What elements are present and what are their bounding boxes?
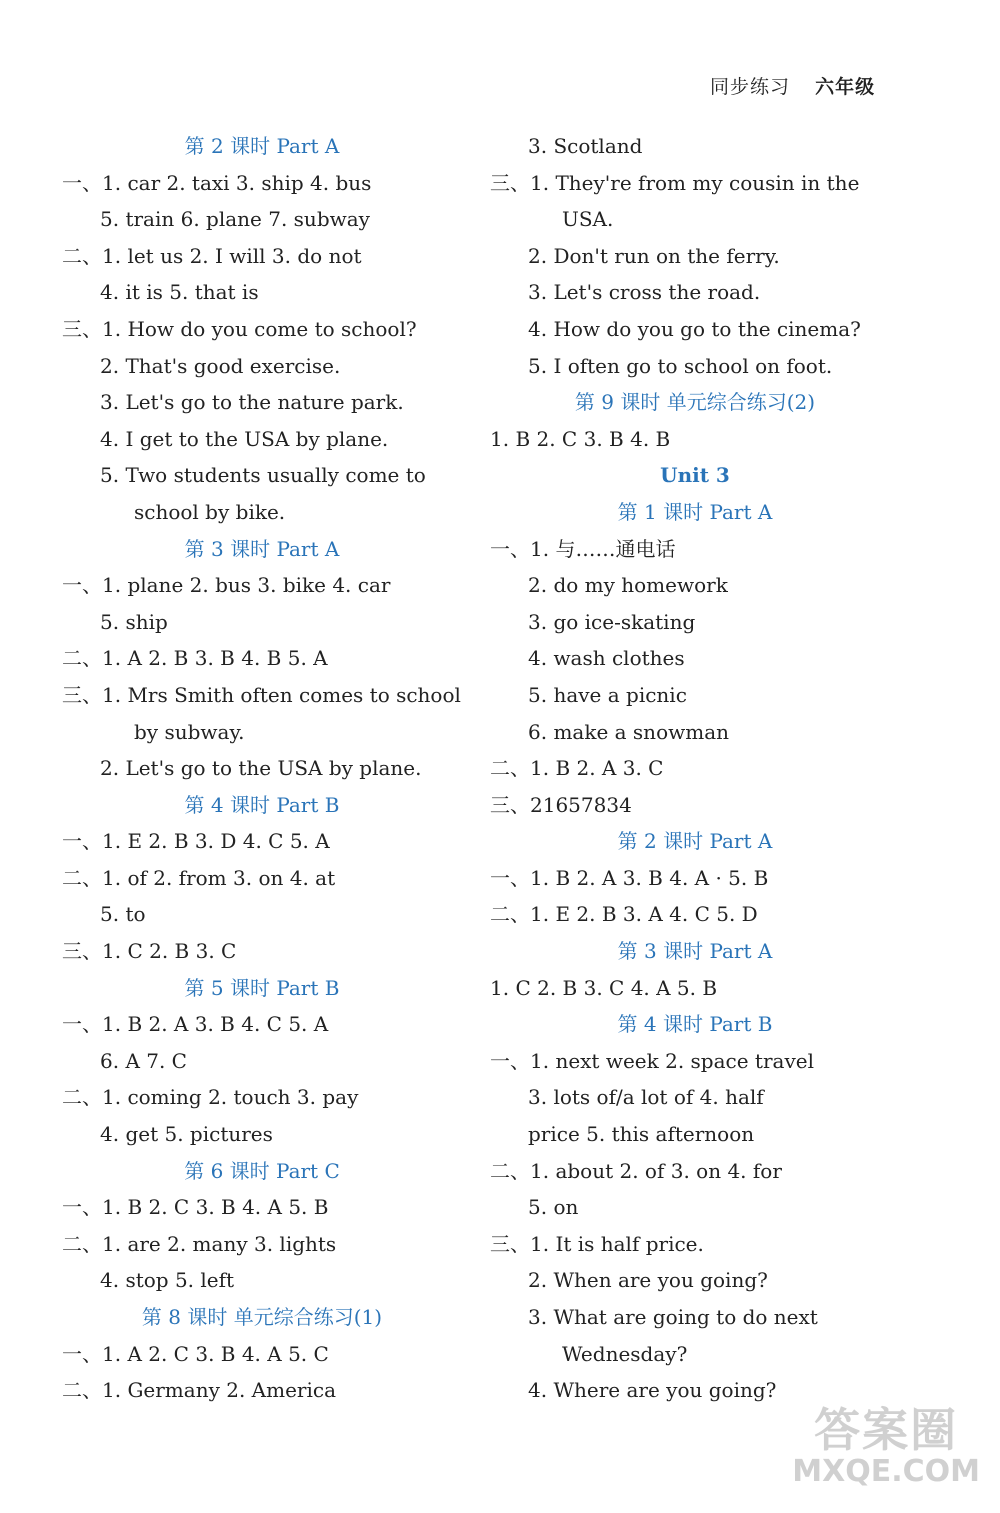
- answer-line: 三、1. They're from my cousin in the: [490, 170, 860, 195]
- answer-line: 二、1. of 2. from 3. on 4. at: [62, 865, 336, 890]
- right-answer-column: [490, 128, 900, 1409]
- grade-label: 六年级: [815, 76, 876, 98]
- section-heading: 第 2 课时 Part A: [617, 829, 773, 854]
- answer-line: 一、1. A 2. C 3. B 4. A 5. C: [62, 1341, 329, 1366]
- answer-line: 3. Let's go to the nature park.: [100, 390, 404, 415]
- answer-line: 三、1. How do you come to school?: [62, 316, 417, 341]
- answer-line: 一、1. plane 2. bus 3. bike 4. car: [62, 573, 391, 598]
- answer-line: 4. wash clothes: [528, 646, 685, 671]
- answer-line: 5. train 6. plane 7. subway: [100, 207, 370, 232]
- section-heading: 第 9 课时 单元综合练习(2): [574, 390, 816, 415]
- answer-line: 4. it is 5. that is: [100, 280, 259, 305]
- answer-line: 3. lots of/a lot of 4. half: [528, 1085, 764, 1110]
- answer-line: 5. ship: [100, 609, 168, 634]
- answer-line: 三、1. C 2. B 3. C: [62, 939, 237, 964]
- book-title: 同步练习: [710, 76, 791, 98]
- answer-line: USA.: [562, 207, 614, 232]
- answer-line: 三、1. Mrs Smith often comes to school: [62, 682, 461, 707]
- answer-line: 三、21657834: [490, 792, 632, 817]
- section-heading: 第 1 课时 Part A: [617, 499, 773, 524]
- answer-line: Wednesday?: [562, 1341, 688, 1366]
- answer-line: price 5. this afternoon: [528, 1122, 755, 1147]
- answer-line: 一、1. E 2. B 3. D 4. C 5. A: [62, 829, 330, 854]
- answer-line: 6. make a snowman: [528, 719, 729, 744]
- answer-line: 二、1. A 2. B 3. B 4. B 5. A: [62, 646, 328, 671]
- answer-line: 一、1. 与……通电话: [490, 536, 676, 561]
- answer-line: 二、1. B 2. A 3. C: [490, 756, 664, 781]
- answer-line: 5. Two students usually come to: [100, 463, 426, 488]
- section-heading: Unit 3: [660, 463, 730, 488]
- left-answer-column: [62, 128, 462, 1409]
- answer-line: 一、1. B 2. A 3. B 4. C 5. A: [62, 1012, 329, 1037]
- answer-line: school by bike.: [134, 499, 286, 524]
- answer-line: 4. Where are you going?: [528, 1378, 777, 1403]
- answer-line: 4. How do you go to the cinema?: [528, 316, 861, 341]
- section-heading: 第 2 课时 Part A: [184, 134, 340, 158]
- answer-line: 4. stop 5. left: [100, 1268, 235, 1293]
- section-heading: 第 4 课时 Part B: [184, 792, 340, 817]
- answer-line: 4. get 5. pictures: [100, 1122, 273, 1147]
- answer-line: 5. on: [528, 1195, 579, 1220]
- answer-line: 2. Let's go to the USA by plane.: [100, 756, 422, 781]
- answer-line: 一、1. next week 2. space travel: [490, 1048, 814, 1073]
- answer-line: by subway.: [134, 719, 245, 744]
- answer-line: 3. Let's cross the road.: [528, 280, 761, 305]
- answer-line: 三、1. It is half price.: [490, 1231, 704, 1256]
- answer-line: 一、1. B 2. C 3. B 4. A 5. B: [62, 1195, 329, 1220]
- watermark-url: MXQE.COM: [792, 1454, 980, 1489]
- answer-line: 二、1. coming 2. touch 3. pay: [62, 1085, 359, 1110]
- answer-line: 3. go ice-skating: [528, 609, 696, 634]
- answer-line: 1. B 2. C 3. B 4. B: [490, 426, 671, 451]
- answer-line: 二、1. about 2. of 3. on 4. for: [490, 1158, 782, 1183]
- answer-line: 6. A 7. C: [100, 1048, 187, 1073]
- answer-line: 5. to: [100, 902, 146, 927]
- answer-line: 二、1. let us 2. I will 3. do not: [62, 243, 362, 268]
- answer-line: 二、1. E 2. B 3. A 4. C 5. D: [490, 902, 758, 927]
- answer-line: 2. Don't run on the ferry.: [528, 243, 780, 268]
- answer-line: 二、1. Germany 2. America: [62, 1378, 337, 1403]
- answer-line: 5. have a picnic: [528, 682, 687, 707]
- section-heading: 第 8 课时 单元综合练习(1): [141, 1305, 383, 1329]
- answer-line: 2. That's good exercise.: [100, 353, 341, 378]
- answer-line: 一、1. B 2. A 3. B 4. A · 5. B: [490, 865, 769, 890]
- section-heading: 第 3 课时 Part A: [184, 536, 340, 561]
- section-heading: 第 5 课时 Part B: [184, 975, 340, 1000]
- answer-line: 3. What are going to do next: [528, 1305, 818, 1329]
- answer-line: 2. do my homework: [528, 573, 728, 598]
- section-heading: 第 4 课时 Part B: [617, 1012, 773, 1037]
- page-header: [710, 72, 875, 99]
- section-heading: 第 3 课时 Part A: [617, 939, 773, 964]
- answer-line: 2. When are you going?: [528, 1268, 768, 1293]
- watermark-logo: [792, 1394, 980, 1489]
- answer-line: 二、1. are 2. many 3. lights: [62, 1231, 337, 1256]
- answer-line: 3. Scotland: [528, 134, 643, 158]
- answer-line: 4. I get to the USA by plane.: [100, 426, 389, 451]
- watermark-logo-text: 答案圈: [814, 1403, 959, 1457]
- answer-line: 1. C 2. B 3. C 4. A 5. B: [490, 975, 718, 1000]
- answer-line: 一、1. car 2. taxi 3. ship 4. bus: [62, 170, 372, 195]
- section-heading: 第 6 课时 Part C: [184, 1158, 340, 1183]
- answer-line: 5. I often go to school on foot.: [528, 353, 833, 378]
